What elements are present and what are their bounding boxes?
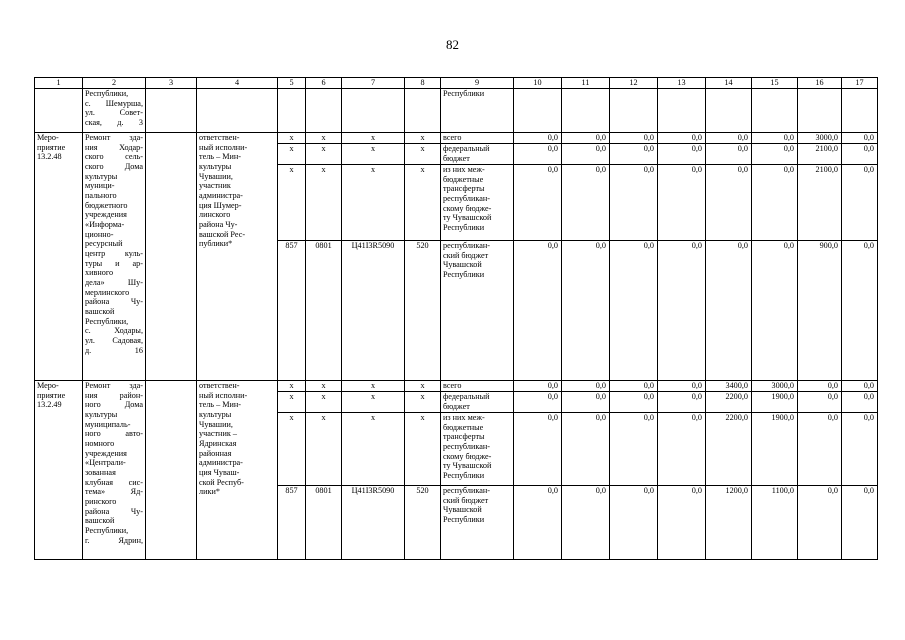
amount-cell: 0,0	[562, 241, 610, 381]
amount-cell: 0,0	[658, 165, 706, 241]
table-cell	[706, 89, 752, 133]
amount-cell: 0,0	[658, 392, 706, 413]
text-line: д. 16	[85, 345, 143, 355]
code-cell: Ц41I3R5090	[342, 241, 405, 381]
text-line: Чувашской	[443, 260, 482, 270]
column-number-header: 6	[306, 78, 342, 89]
text-line: Республики	[443, 223, 485, 233]
funding-source-cell	[441, 144, 514, 165]
code-cell: 0801	[306, 486, 342, 560]
column-number-header: 17	[842, 78, 878, 89]
column-number-header: 8	[405, 78, 441, 89]
text-line: тель – Мин-	[199, 400, 241, 410]
table-cell	[405, 89, 441, 133]
code-cell: 0801	[306, 241, 342, 381]
amount-cell: 0,0	[514, 133, 562, 144]
text-line: муниципаль-	[85, 419, 131, 429]
code-cell: x	[405, 144, 441, 165]
column-number-header: 12	[610, 78, 658, 89]
code-cell: x	[405, 413, 441, 486]
text-line: ская, д. 3	[85, 118, 143, 128]
column-number-header: 9	[441, 78, 514, 89]
code-cell: Ц41I3R5090	[342, 486, 405, 560]
text-line: ский бюджет	[443, 495, 489, 505]
code-cell: x	[405, 392, 441, 413]
amount-cell: 0,0	[514, 165, 562, 241]
text-line: федеральный	[443, 144, 490, 153]
text-line: бюджет	[443, 401, 470, 411]
text-line: района Чу-	[199, 220, 238, 230]
amount-cell: 0,0	[658, 413, 706, 486]
text-line: учреждения	[85, 210, 127, 220]
amount-cell: 0,0	[514, 241, 562, 381]
text-line: ция Шумер-	[199, 200, 242, 210]
column-number-header: 14	[706, 78, 752, 89]
amount-cell: 0,0	[562, 413, 610, 486]
text-line: учреждения	[85, 448, 127, 458]
measure-description-cell	[83, 381, 146, 560]
text-line: приятие	[37, 142, 66, 152]
table-cell	[658, 89, 706, 133]
amount-cell: 0,0	[706, 144, 752, 165]
measure-description-cell	[83, 133, 146, 381]
column-numbers-row	[35, 78, 878, 89]
code-cell: x	[278, 381, 306, 392]
table-cell	[83, 89, 146, 133]
amount-cell: 0,0	[842, 144, 878, 165]
amount-cell: 0,0	[610, 144, 658, 165]
text-line: района Чу-	[85, 297, 143, 307]
text-line: Республики,	[85, 526, 129, 536]
text-line: тема» Яд-	[85, 487, 143, 497]
text-line: тель – Мин-	[199, 152, 241, 162]
text-line: Меро-	[37, 133, 59, 142]
text-line: всего	[443, 133, 462, 142]
amount-cell: 0,0	[842, 165, 878, 241]
amount-cell: 1200,0	[706, 486, 752, 560]
table-cell	[342, 89, 405, 133]
table-cell: Республики	[441, 89, 514, 133]
text-line: бюджетного	[85, 200, 128, 210]
code-cell: x	[306, 413, 342, 486]
column-number-header: 2	[83, 78, 146, 89]
text-line: ул. Совет-	[85, 108, 143, 118]
amount-cell: 0,0	[706, 133, 752, 144]
text-line: туры и ар-	[85, 258, 143, 268]
text-line: ный исполни-	[199, 390, 248, 400]
text-line: публики*	[199, 239, 233, 249]
text-line: Чувашской	[443, 505, 482, 515]
responsible-executor-cell	[197, 133, 278, 381]
column-number-header: 16	[798, 78, 842, 89]
funding-source-cell	[441, 486, 514, 560]
text-line: администра-	[199, 458, 243, 468]
code-cell: 520	[405, 486, 441, 560]
amount-cell: 0,0	[562, 144, 610, 165]
amount-cell: 0,0	[658, 133, 706, 144]
code-cell: x	[342, 144, 405, 165]
table-row	[35, 89, 878, 133]
text-line: бюджетные	[443, 174, 484, 184]
amount-cell: 0,0	[610, 392, 658, 413]
table-cell	[278, 89, 306, 133]
amount-cell: 0,0	[658, 144, 706, 165]
text-line: «Информа-	[85, 220, 125, 230]
amount-cell: 0,0	[842, 486, 878, 560]
text-line: муници-	[85, 181, 115, 191]
table-cell	[146, 381, 197, 560]
text-line: бюджетные	[443, 422, 484, 432]
table-cell	[35, 89, 83, 133]
amount-cell: 1100,0	[752, 486, 798, 560]
text-line: клубная сис-	[85, 477, 143, 487]
text-line: ского Дома	[85, 162, 143, 172]
table-cell	[752, 89, 798, 133]
text-line: зованная	[85, 468, 116, 478]
column-number-header: 1	[35, 78, 83, 89]
text-line: ул. Садовая,	[85, 336, 143, 346]
table-cell	[146, 133, 197, 381]
amount-cell: 0,0	[514, 381, 562, 392]
code-cell: x	[342, 133, 405, 144]
text-line: вашской	[85, 307, 115, 317]
amount-cell: 2100,0	[798, 144, 842, 165]
table-row	[35, 133, 878, 144]
table-cell	[798, 89, 842, 133]
amount-cell: 0,0	[514, 486, 562, 560]
text-line: 13.2.49	[37, 400, 62, 410]
text-line: ту Чувашской	[443, 213, 492, 223]
text-line: Республики	[443, 270, 485, 280]
text-line: ту Чувашской	[443, 461, 492, 471]
text-line: «Централи-	[85, 458, 126, 468]
table-cell	[146, 89, 197, 133]
text-line: республикан-	[443, 194, 490, 204]
table-row	[35, 381, 878, 392]
text-line: трансферты	[443, 184, 485, 194]
text-line: приятие	[37, 390, 66, 400]
column-number-header: 7	[342, 78, 405, 89]
text-line: 13.2.48	[37, 152, 62, 162]
text-line: культуры	[85, 410, 118, 420]
column-number-header: 3	[146, 78, 197, 89]
text-line: культуры	[199, 162, 232, 172]
text-line: ния Ходар-	[85, 142, 143, 152]
amount-cell: 2200,0	[706, 392, 752, 413]
funding-source-cell	[441, 165, 514, 241]
text-line: районная	[199, 448, 232, 458]
code-cell: x	[306, 144, 342, 165]
text-line: ционно-	[85, 229, 114, 239]
text-line: Ремонт зда-	[85, 133, 143, 142]
text-line: хивного	[85, 268, 114, 278]
amount-cell: 0,0	[842, 392, 878, 413]
amount-cell: 0,0	[658, 241, 706, 381]
amount-cell: 0,0	[562, 392, 610, 413]
table-cell	[610, 89, 658, 133]
funding-source-cell	[441, 133, 514, 144]
text-line: вашской	[85, 516, 115, 526]
responsible-executor-cell	[197, 381, 278, 560]
column-number-header: 15	[752, 78, 798, 89]
text-line: Республики,	[85, 89, 129, 98]
amount-cell: 0,0	[562, 486, 610, 560]
amount-cell: 3400,0	[706, 381, 752, 392]
table-cell	[306, 89, 342, 133]
text-line: культуры	[85, 171, 118, 181]
text-line: ответствен-	[199, 133, 240, 142]
code-cell: x	[278, 413, 306, 486]
code-cell: x	[342, 165, 405, 241]
column-number-header: 13	[658, 78, 706, 89]
code-cell: x	[342, 413, 405, 486]
table-cell	[514, 89, 562, 133]
text-line: Ядринская	[199, 439, 237, 449]
column-number-header: 5	[278, 78, 306, 89]
text-line: ответствен-	[199, 381, 240, 390]
text-line: ринского	[85, 497, 117, 507]
code-cell: x	[405, 165, 441, 241]
text-line: республикан-	[443, 442, 490, 452]
funding-source-cell	[441, 392, 514, 413]
text-line: всего	[443, 381, 462, 390]
text-line: ный исполни-	[199, 142, 248, 152]
text-line: из них меж-	[443, 413, 485, 422]
amount-cell: 0,0	[798, 413, 842, 486]
amount-cell: 0,0	[798, 381, 842, 392]
text-line: г. Ядрин,	[85, 535, 143, 545]
amount-cell: 0,0	[610, 165, 658, 241]
amount-cell: 2100,0	[798, 165, 842, 241]
text-line: мерлинского	[85, 287, 130, 297]
text-line: пального	[85, 191, 117, 201]
amount-cell: 0,0	[514, 413, 562, 486]
amount-cell: 0,0	[610, 133, 658, 144]
text-line: Меро-	[37, 381, 59, 390]
code-cell: x	[278, 144, 306, 165]
amount-cell: 0,0	[752, 241, 798, 381]
amount-cell: 0,0	[610, 381, 658, 392]
amount-cell: 0,0	[706, 165, 752, 241]
amount-cell: 0,0	[842, 133, 878, 144]
amount-cell: 0,0	[752, 144, 798, 165]
amount-cell: 0,0	[514, 144, 562, 165]
funding-source-cell	[441, 413, 514, 486]
text-line: федеральный	[443, 392, 490, 401]
text-line: ного Дома	[85, 400, 143, 410]
amount-cell: 0,0	[610, 413, 658, 486]
text-line: линского	[199, 210, 231, 220]
amount-cell: 0,0	[842, 241, 878, 381]
table-cell	[197, 89, 278, 133]
text-line: бюджет	[443, 153, 470, 163]
column-number-header: 11	[562, 78, 610, 89]
text-line: Чувашии,	[199, 419, 233, 429]
code-cell: x	[278, 133, 306, 144]
text-line: скому бюдже-	[443, 203, 492, 213]
amount-cell: 0,0	[562, 381, 610, 392]
amount-cell: 0,0	[752, 165, 798, 241]
code-cell: x	[306, 392, 342, 413]
text-line: скому бюдже-	[443, 451, 492, 461]
text-line: Республики	[443, 515, 485, 525]
page-number: 82	[446, 37, 459, 52]
text-line: ской Респуб-	[199, 477, 244, 487]
amount-cell: 900,0	[798, 241, 842, 381]
text-line: центр куль-	[85, 249, 143, 259]
amount-cell: 0,0	[798, 392, 842, 413]
amount-cell: 0,0	[752, 133, 798, 144]
column-number-header: 4	[197, 78, 278, 89]
amount-cell: 0,0	[610, 241, 658, 381]
amount-cell: 1900,0	[752, 392, 798, 413]
amount-cell: 3000,0	[752, 381, 798, 392]
text-line: дела» Шу-	[85, 278, 143, 288]
text-line: Республики	[443, 471, 485, 481]
table-cell	[562, 89, 610, 133]
amount-cell: 3000,0	[798, 133, 842, 144]
text-line: лики*	[199, 487, 220, 497]
text-line: района Чу-	[85, 506, 143, 516]
funding-source-cell	[441, 241, 514, 381]
text-line: участник	[199, 181, 231, 191]
amount-cell: 0,0	[562, 133, 610, 144]
text-line: культуры	[199, 410, 232, 420]
code-cell: x	[342, 381, 405, 392]
code-cell: 520	[405, 241, 441, 381]
text-line: ния район-	[85, 390, 143, 400]
amount-cell: 1900,0	[752, 413, 798, 486]
amount-cell: 0,0	[514, 392, 562, 413]
text-line: с. Шемурша,	[85, 98, 143, 108]
amount-cell: 2200,0	[706, 413, 752, 486]
text-line: из них меж-	[443, 165, 485, 174]
text-line: республикан-	[443, 241, 490, 250]
code-cell: x	[342, 392, 405, 413]
amount-cell: 0,0	[562, 165, 610, 241]
amount-cell: 0,0	[798, 486, 842, 560]
text-line: ского сель-	[85, 152, 143, 162]
code-cell: 857	[278, 241, 306, 381]
measure-id-cell	[35, 133, 83, 381]
code-cell: x	[306, 133, 342, 144]
text-line: вашской Рес-	[199, 229, 246, 239]
code-cell: x	[278, 165, 306, 241]
amount-cell: 0,0	[706, 241, 752, 381]
code-cell: x	[405, 133, 441, 144]
budget-table	[34, 77, 878, 560]
amount-cell: 0,0	[842, 381, 878, 392]
code-cell: x	[306, 381, 342, 392]
amount-cell: 0,0	[658, 486, 706, 560]
text-line: Ремонт зда-	[85, 381, 143, 390]
text-line: республикан-	[443, 486, 490, 495]
code-cell: x	[278, 392, 306, 413]
text-line: Республики,	[85, 316, 129, 326]
text-line: Чувашии,	[199, 171, 233, 181]
text-line: трансферты	[443, 432, 485, 442]
table-cell	[842, 89, 878, 133]
text-line: участник –	[199, 429, 237, 439]
text-line: ного авто-	[85, 429, 143, 439]
text-line: администра-	[199, 191, 243, 201]
amount-cell: 0,0	[842, 413, 878, 486]
text-line: номного	[85, 439, 115, 449]
code-cell: x	[306, 165, 342, 241]
code-cell: 857	[278, 486, 306, 560]
amount-cell: 0,0	[658, 381, 706, 392]
text-line: ский бюджет	[443, 250, 489, 260]
measure-id-cell	[35, 381, 83, 560]
text-line: ция Чуваш-	[199, 468, 240, 478]
amount-cell: 0,0	[610, 486, 658, 560]
code-cell: x	[405, 381, 441, 392]
text-line: с. Ходары,	[85, 326, 143, 336]
text-line: ресурсный	[85, 239, 123, 249]
column-number-header: 10	[514, 78, 562, 89]
funding-source-cell	[441, 381, 514, 392]
